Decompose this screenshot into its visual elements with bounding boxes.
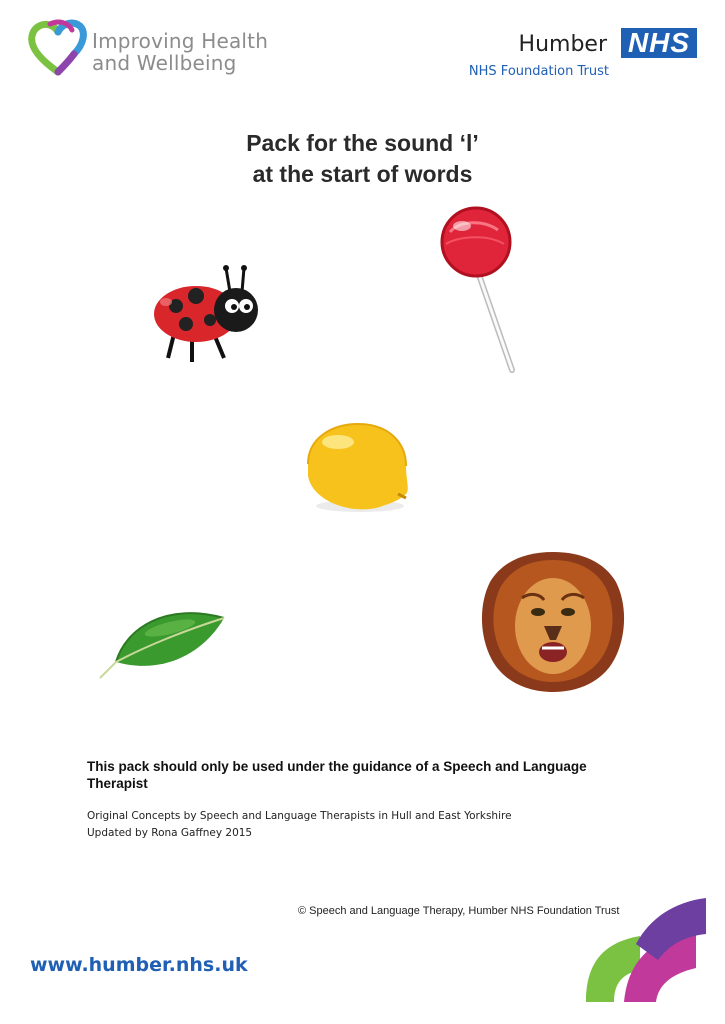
logo-line-1: Improving Health — [92, 29, 269, 53]
corner-arcs-graphic — [580, 890, 710, 1010]
copyright-notice: © Speech and Language Therapy, Humber NHS Foundation Trust — [298, 905, 620, 917]
logo-line-2: and Wellbeing — [92, 51, 237, 75]
heart-logo-icon — [28, 16, 88, 78]
title-line-1: Pack for the sound ‘l’ — [246, 130, 479, 156]
page-title — [0, 128, 725, 190]
lemon-image — [302, 420, 414, 516]
trust-name: NHS Foundation Trust — [468, 64, 609, 79]
lion-image — [478, 548, 628, 694]
leaf-image — [96, 598, 228, 682]
title-line-2: at the start of words — [252, 161, 473, 187]
credit-line-2: Updated by Rona Gaffney 2015 — [87, 827, 253, 839]
guidance-notice: This pack should only be used under the guidance of a Speech and Language Therapist — [87, 759, 587, 791]
lollipop-image — [436, 202, 526, 380]
org-name: Humber — [518, 32, 607, 57]
credit-line-1: Original Concepts by Speech and Language Therapists in Hull and East Yorkshire — [87, 810, 512, 822]
website-link[interactable]: www.humber.nhs.uk — [30, 954, 248, 976]
credits — [87, 808, 607, 842]
improving-health-logo — [28, 14, 278, 84]
nhs-badge: NHS — [621, 28, 697, 58]
ladybird-image — [152, 262, 264, 372]
humber-nhs-logo — [437, 26, 697, 86]
logo-text — [92, 30, 268, 74]
